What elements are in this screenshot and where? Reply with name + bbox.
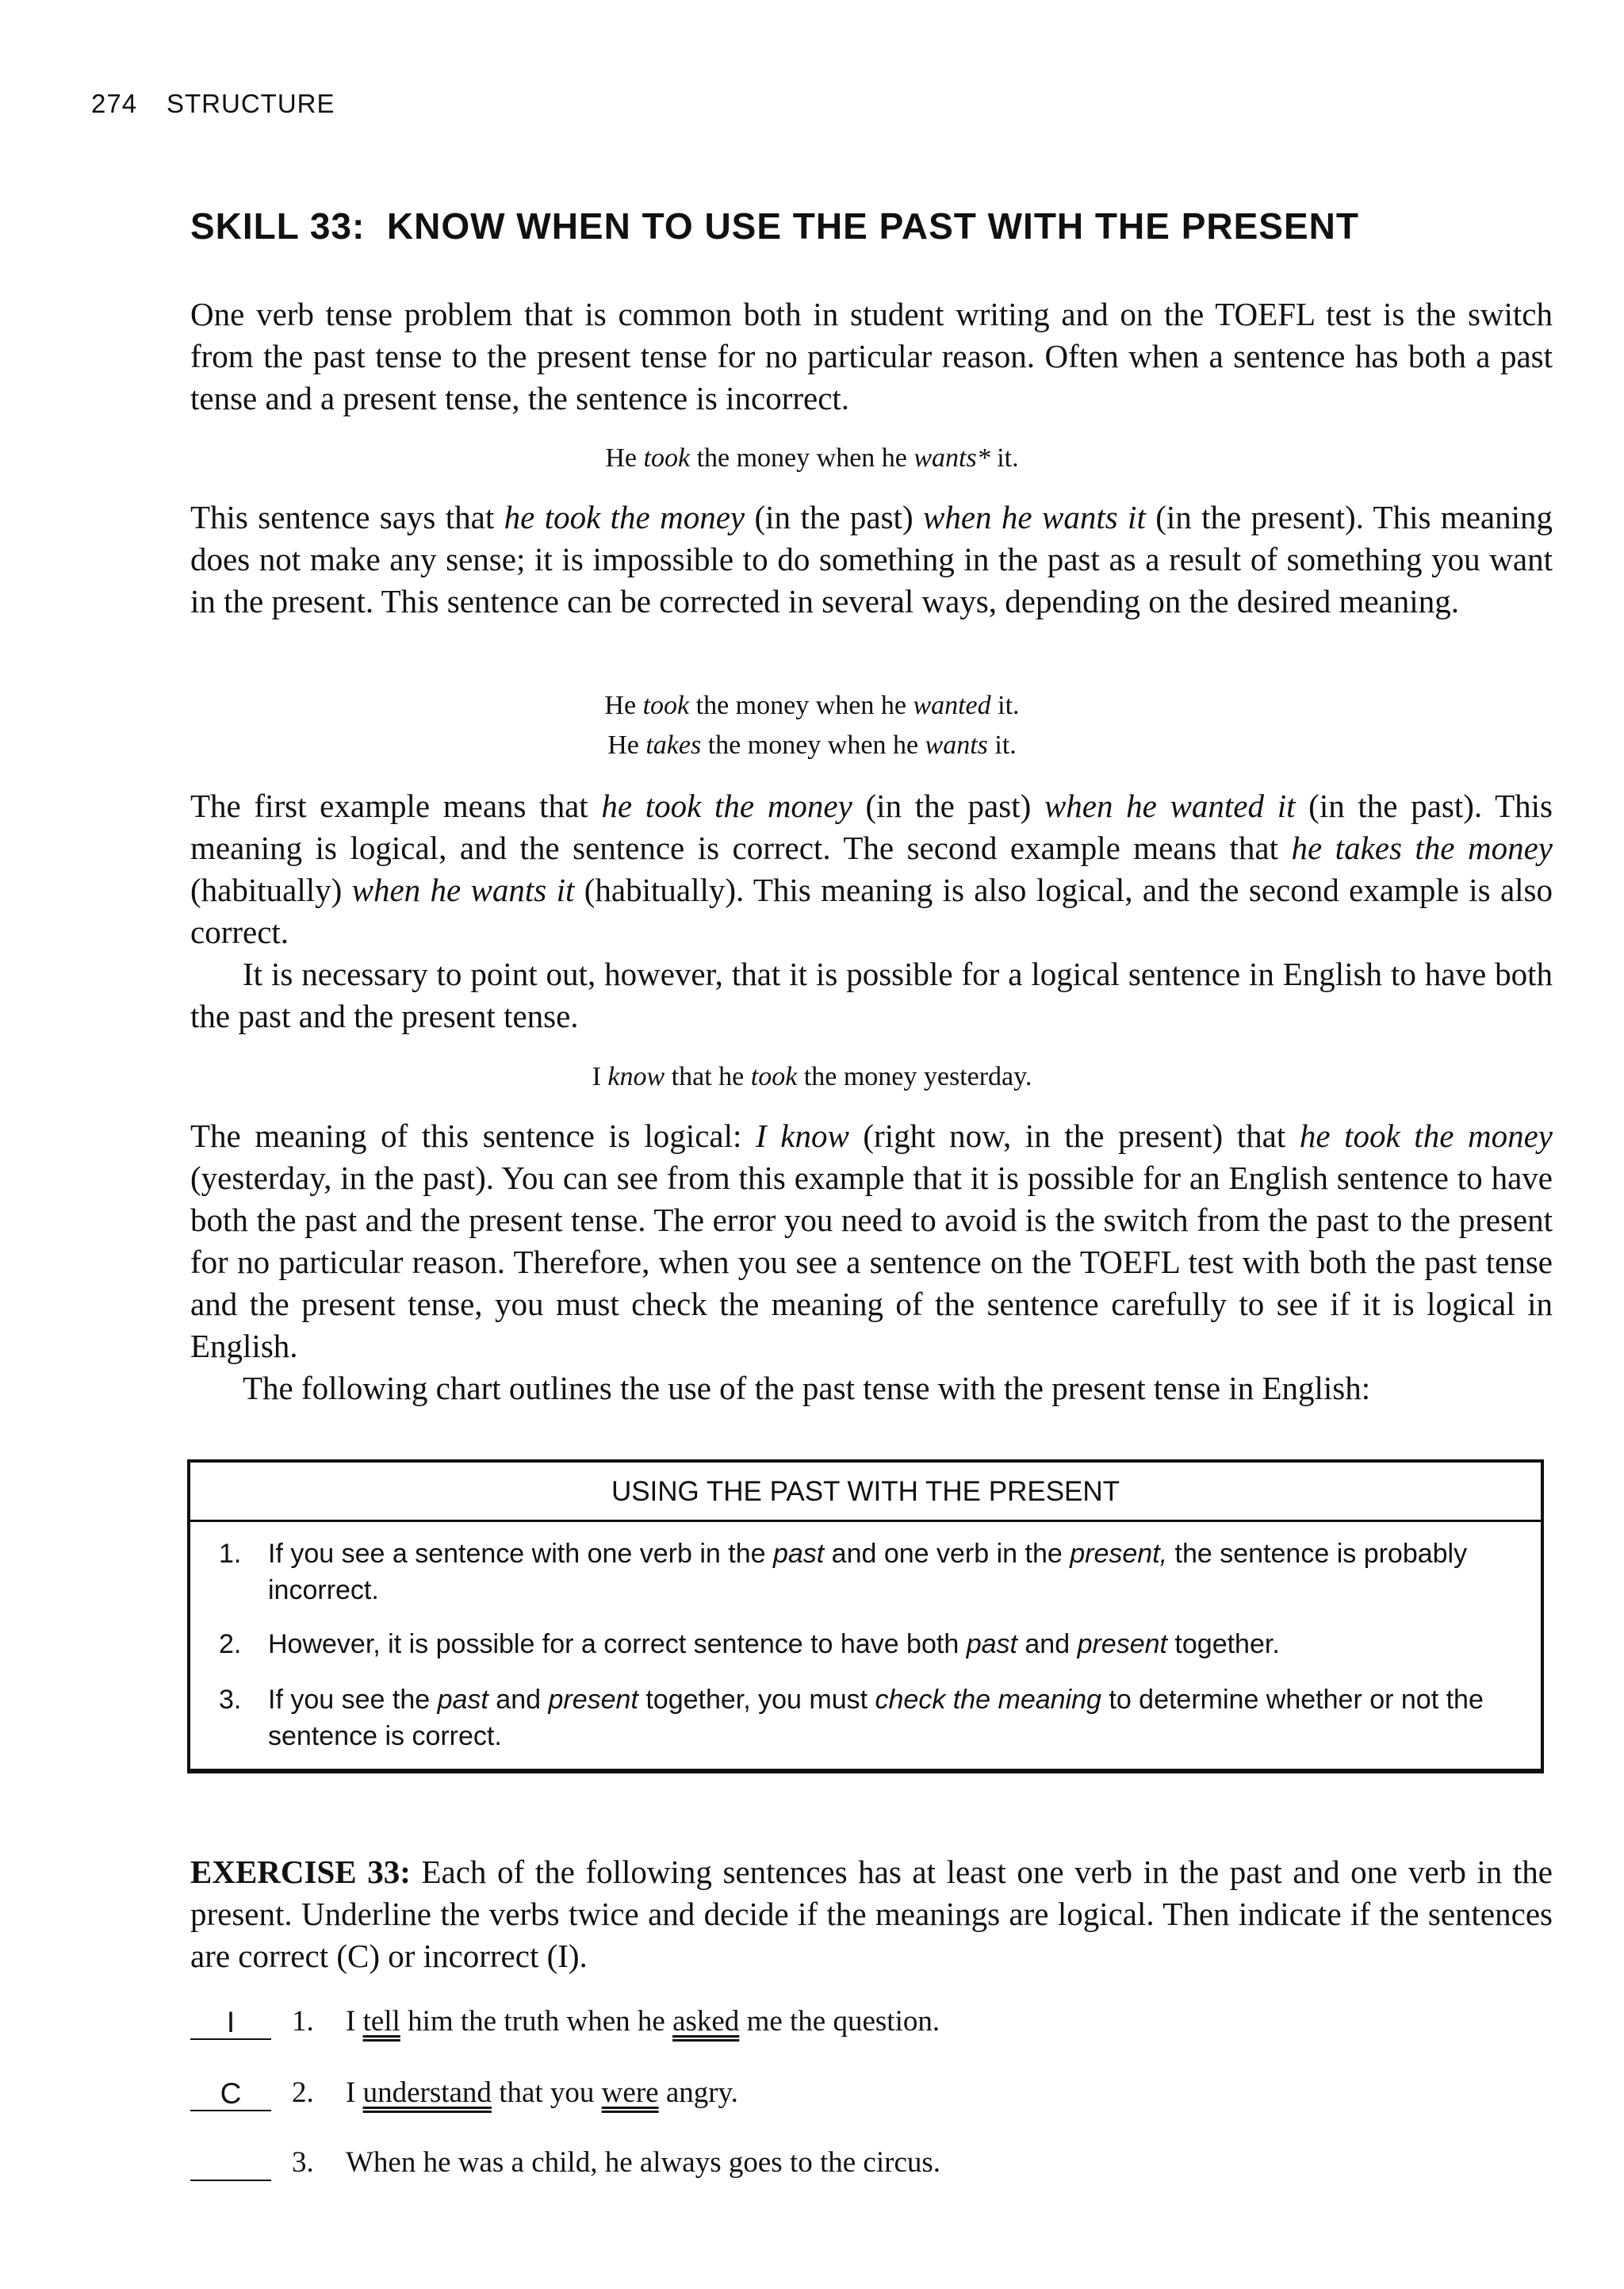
paragraph-explanation-1: This sentence says that he took the money (in the past) when he wants it (in the present). This meaning does not make any sense; it is impossible to do something in the past as a result of something you want in the present. This sentence can be corrected in several ways, depending on the desired meaning. <box>190 499 1553 619</box>
section-title: STRUCTURE <box>167 89 335 118</box>
skill-label: SKILL 33: <box>190 205 366 247</box>
answer-blank-2[interactable]: C <box>190 2078 271 2111</box>
exercise-item-1: I 1. I tell him the truth when he asked me the question. <box>190 2003 940 2040</box>
skill-heading <box>190 205 1359 247</box>
paragraph-chart-intro: The following chart outlines the use of the past tense with the present tense in English: <box>243 1370 1371 1406</box>
example-sentence-2: He took the money when he wanted it. <box>604 691 1020 720</box>
rule-chart: USING THE PAST WITH THE PRESENT 1. If you see a sentence with one verb in the past and one verb in the present, the sentence is probably incorrect. 2. However, it is possible for a correct sentence to have both past and present together. 3. If you see the past and present together, you must check the meaning to determine whether or not the sentence is correct. <box>187 1459 1544 1773</box>
chart-title: USING THE PAST WITH THE PRESENT <box>190 1463 1541 1522</box>
exercise-label: EXERCISE 33: <box>190 1854 411 1890</box>
page-number: 274 <box>91 89 138 118</box>
skill-title: KNOW WHEN TO USE THE PAST WITH THE PRESENT <box>386 205 1359 247</box>
exercise-item-3: 3. When he was a child, he always goes to the circus. <box>190 2145 940 2181</box>
paragraph-explanation-3: The meaning of this sentence is logical: I know (right now, in the present) that he took the money (yesterday, in the past). You can see from this example that it is possible for an English sentence to have both the past and the present tense. The error you need to avoid is the switch from the past to the present for no particular reason. Therefore, when you see a sentence on the TOEFL test with both the past tense and the present tense, you must check the meaning of the sentence carefully to see if it is logical in English. <box>190 1118 1553 1364</box>
paragraph-explanation-2: The first example means that he took the money (in the past) when he wanted it (in the past). This meaning is logical, and the sentence is correct. The second example means that he takes the money (habitually) when he wants it (habitually). This meaning is also logical, and the second example is also correct. <box>190 788 1553 950</box>
page-header <box>91 89 335 119</box>
exercise-instructions: EXERCISE 33: Each of the following sentences has at least one verb in the past and one verb in the present. Underline the verbs twice and decide if the meanings are logical. Then indicate if the sentences are correct (C) or incorrect (I). <box>190 1854 1553 1974</box>
example-sentence-4: I know that he took the money yesterday. <box>592 1062 1032 1091</box>
answer-blank-3[interactable] <box>190 2148 271 2181</box>
example-sentence-3: He takes the money when he wants it. <box>607 730 1017 760</box>
paragraph-intro: One verb tense problem that is common both in student writing and on the TOEFL test is the switch from the past tense to the present tense for no particular reason. Often when a sentence has both a past tense and a present tense, the sentence is incorrect. <box>190 296 1553 416</box>
paragraph-note: It is necessary to point out, however, that it is possible for a logical sentence in English to have both the past and the present tense. <box>190 956 1553 1034</box>
example-sentence-1: He took the money when he wants* it. <box>605 443 1019 473</box>
exercise-item-2: C 2. I understand that you were angry. <box>190 2075 738 2111</box>
answer-blank-1[interactable]: I <box>190 2007 271 2040</box>
